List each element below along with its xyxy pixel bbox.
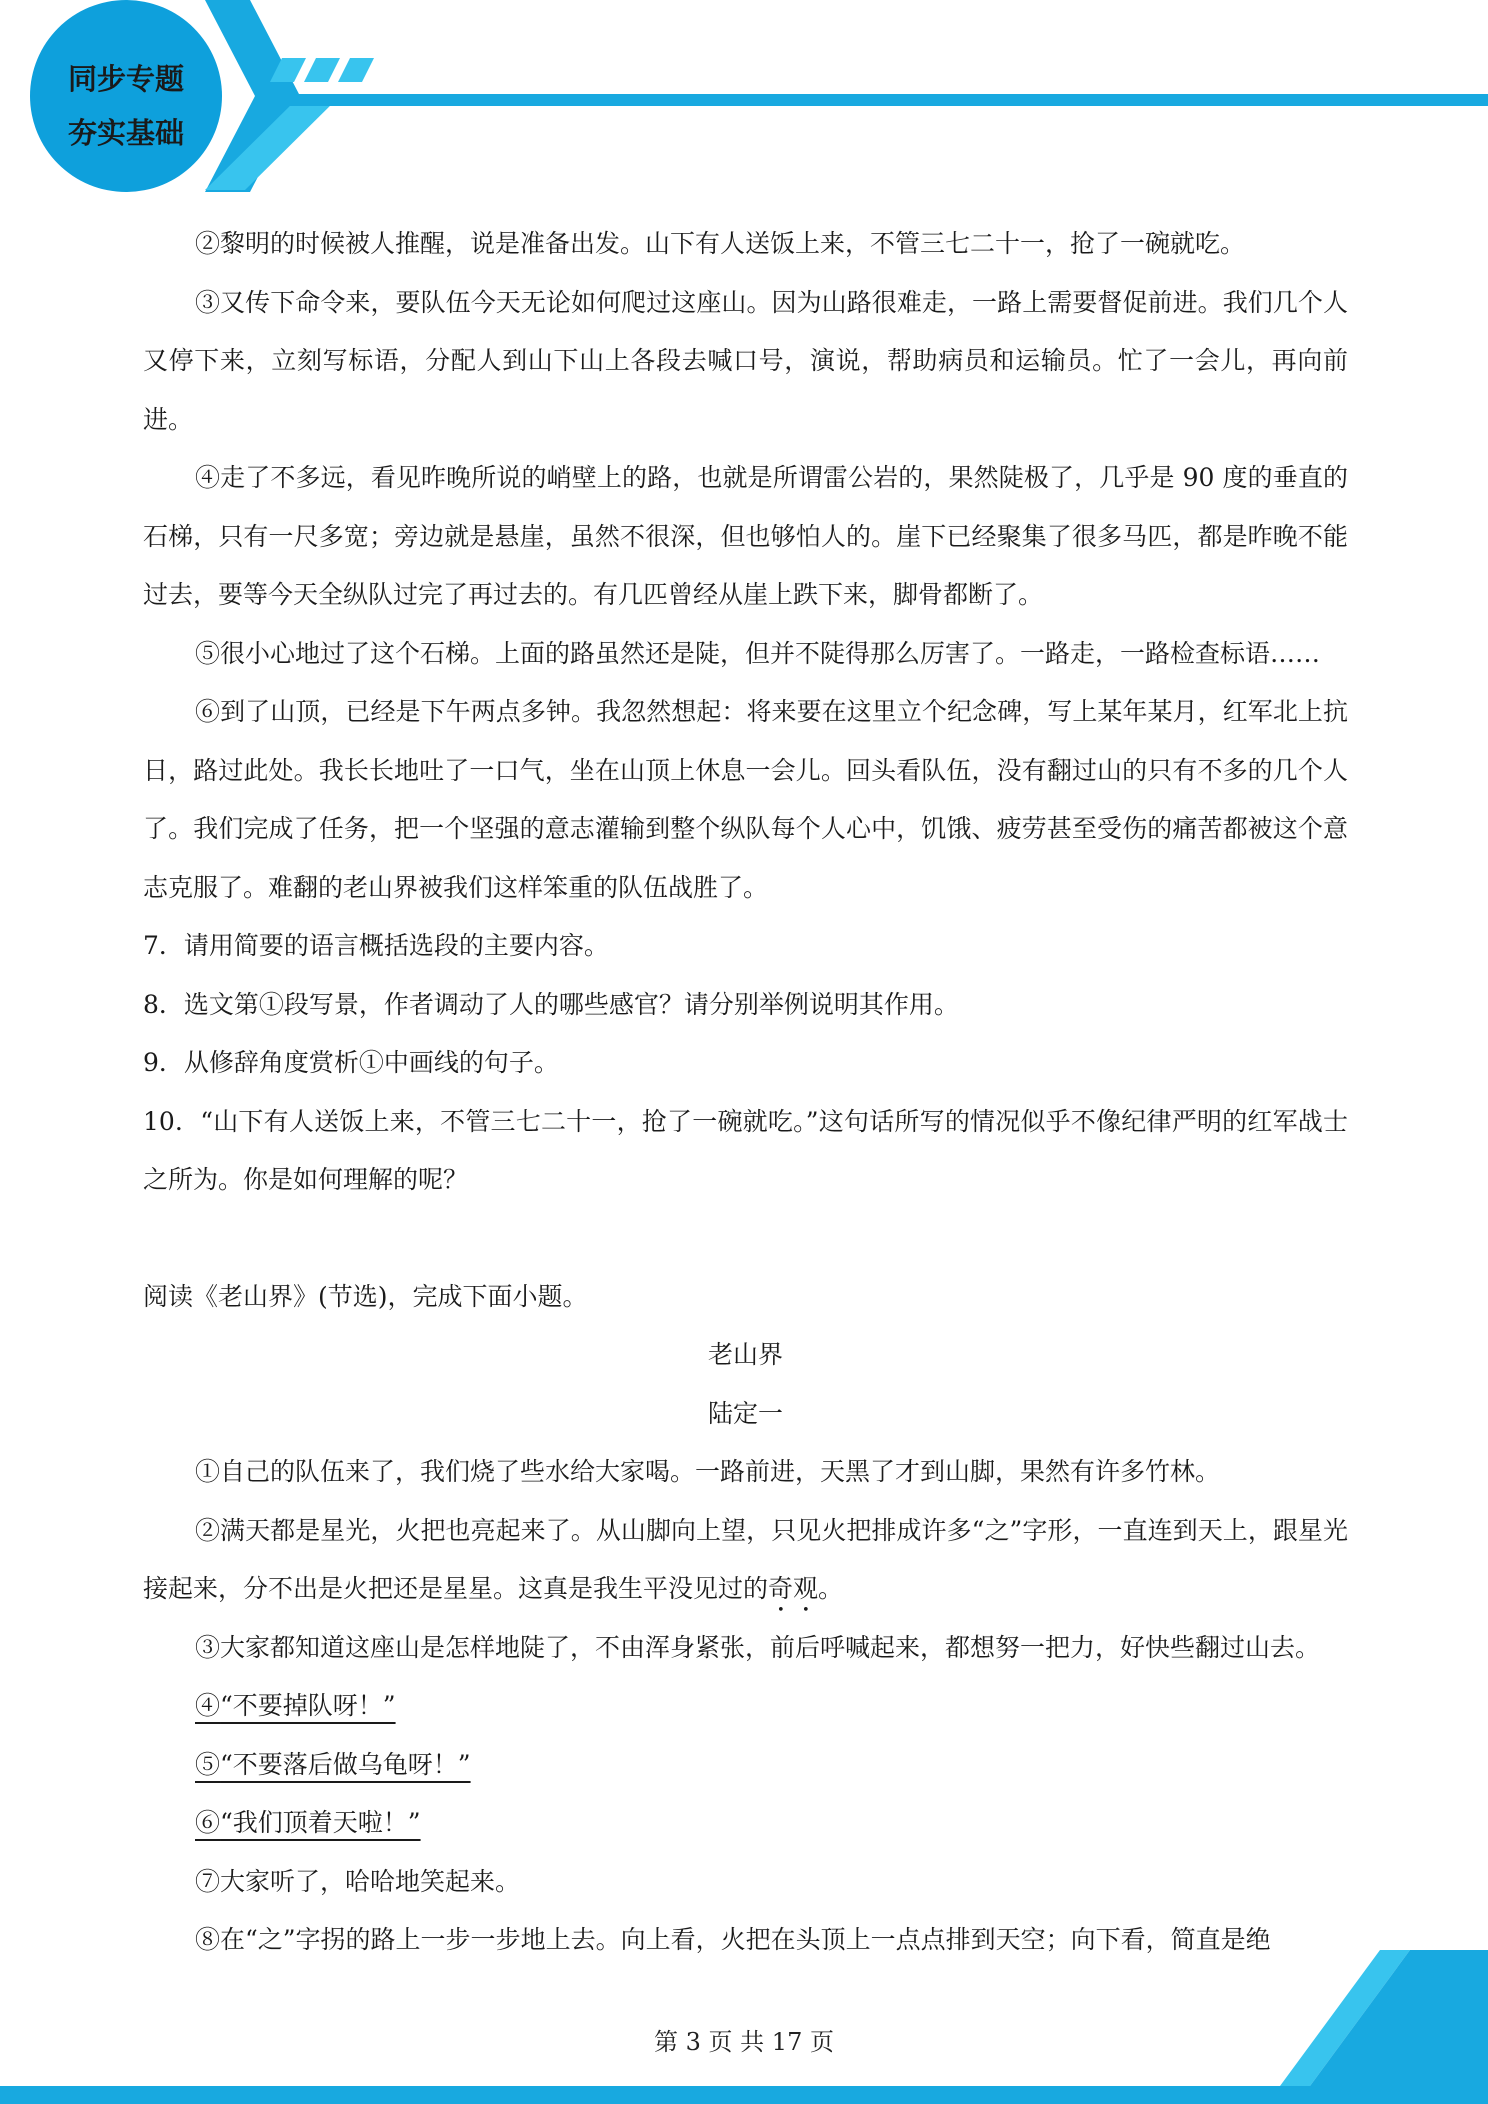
dotted-word: 奇观 bbox=[768, 1574, 819, 1603]
passage2-paragraph-7: ⑦大家听了，哈哈地笑起来。 bbox=[195, 1866, 521, 1896]
footer-line bbox=[0, 2086, 1488, 2104]
question-9: 9．从修辞角度赏析①中画线的句子。 bbox=[143, 1048, 559, 1077]
passage1-paragraph-6: ⑥到了山顶，已经是下午两点多钟。我忽然想起：将来要在这里立个纪念碑，写上某年某月，红军北上抗日，路过此处。我长长地吐了一口气，坐在山顶上休息一会儿。回头看队伍，没有翻过山的只有不多的几个人了。我们完成了任务，把一个坚强的意志灌输到整个纵队每个人心中，饥饿、疲劳甚至受伤的痛苦都被这个意志克服了。难翻的老山界被我们这样笨重的队伍战胜了。 bbox=[143, 697, 1348, 902]
question-8: 8．选文第①段写景，作者调动了人的哪些感官？请分别举例说明其作用。 bbox=[143, 989, 959, 1019]
section-badge bbox=[36, 52, 216, 160]
underlined-quote-3: “我们顶着天啦！” bbox=[220, 1808, 421, 1837]
paragraph-6-number: ⑥ bbox=[195, 1808, 221, 1837]
paragraph-5-number: ⑤ bbox=[195, 1749, 221, 1779]
section-gap bbox=[143, 1210, 1348, 1268]
badge-line-1: 同步专题 bbox=[67, 62, 184, 96]
passage2-paragraph-4 bbox=[143, 1677, 1348, 1736]
passage2-author: 陆定一 bbox=[707, 1398, 783, 1428]
document-body bbox=[143, 215, 1348, 1970]
passage2-title: 老山界 bbox=[707, 1340, 783, 1369]
passage2-paragraph-2 bbox=[143, 1502, 1348, 1619]
passage2-paragraph-5 bbox=[143, 1736, 1348, 1795]
banner-slash-2 bbox=[304, 58, 340, 82]
question-10: 10．“山下有人送饭上来，不管三七二十一，抢了一碗就吃。”这句话所写的情况似乎不像纪律严明的红军战士之所为。你是如何理解的呢？ bbox=[143, 1106, 1348, 1194]
passage2-paragraph-6 bbox=[143, 1794, 1348, 1853]
passage2-paragraph-8: ⑧在“之”字拐的路上一步一步地上去。向上看，火把在头顶上一点点排到天空；向下看，简直是绝 bbox=[195, 1925, 1271, 1954]
passage2-paragraph-3: ③大家都知道这座山是怎样地陡了，不由浑身紧张，前后呼喊起来，都想努一把力，好快些翻过山去。 bbox=[195, 1632, 1321, 1662]
passage1-paragraph-4: ④走了不多远，看见昨晚所说的峭壁上的路，也就是所谓雷公岩的，果然陡极了，几乎是 90 度的垂直的石梯，只有一尺多宽；旁边就是悬崖，虽然不很深，但也够怕人的。崖下已经聚集了很多马匹，都是昨晚不能过去，要等今天全纵队过完了再过去的。有几匹曾经从崖上跌下来，脚骨都断了。 bbox=[143, 463, 1348, 609]
passage1-paragraph-5: ⑤很小心地过了这个石梯。上面的路虽然还是陡，但并不陡得那么厉害了。一路走，一路检查标语…… bbox=[195, 638, 1321, 668]
paragraph-4-number: ④ bbox=[195, 1691, 221, 1720]
underlined-quote-2: “不要落后做乌龟呀！” bbox=[220, 1749, 471, 1779]
passage1-paragraph-3: ③又传下命令来，要队伍今天无论如何爬过这座山。因为山路很难走，一路上需要督促前进。我们几个人又停下来，立刻写标语，分配人到山下山上各段去喊口号，演说，帮助病员和运输员。忙了一会儿，再向前进。 bbox=[143, 287, 1348, 434]
banner-slash-3 bbox=[338, 58, 374, 82]
paragraph-2-end: 。 bbox=[818, 1574, 844, 1603]
question-7: 7．请用简要的语言概括选段的主要内容。 bbox=[143, 931, 609, 960]
passage2-intro: 阅读《老山界》(节选)，完成下面小题。 bbox=[143, 1281, 588, 1311]
badge-line-2: 夯实基础 bbox=[67, 116, 184, 150]
passage1-paragraph-2: ②黎明的时候被人推醒，说是准备出发。山下有人送饭上来，不管三七二十一，抢了一碗就吃。 bbox=[195, 229, 1246, 258]
paragraph-2-main: ②满天都是星光，火把也亮起来了。从山脚向上望，只见火把排成许多“之”字形，一直连到天上，跟星光接起来，分不出是火把还是星星。这真是我生平没见过的 bbox=[143, 1515, 1348, 1603]
passage2-paragraph-1: ①自己的队伍来了，我们烧了些水给大家喝。一路前进，天黑了才到山脚，果然有许多竹林。 bbox=[195, 1457, 1221, 1486]
underlined-quote-1: “不要掉队呀！” bbox=[220, 1691, 396, 1720]
page-number: 第 3 页 共 17 页 bbox=[654, 2028, 834, 2056]
banner-line bbox=[284, 94, 1488, 106]
header-banner bbox=[0, 0, 1488, 200]
